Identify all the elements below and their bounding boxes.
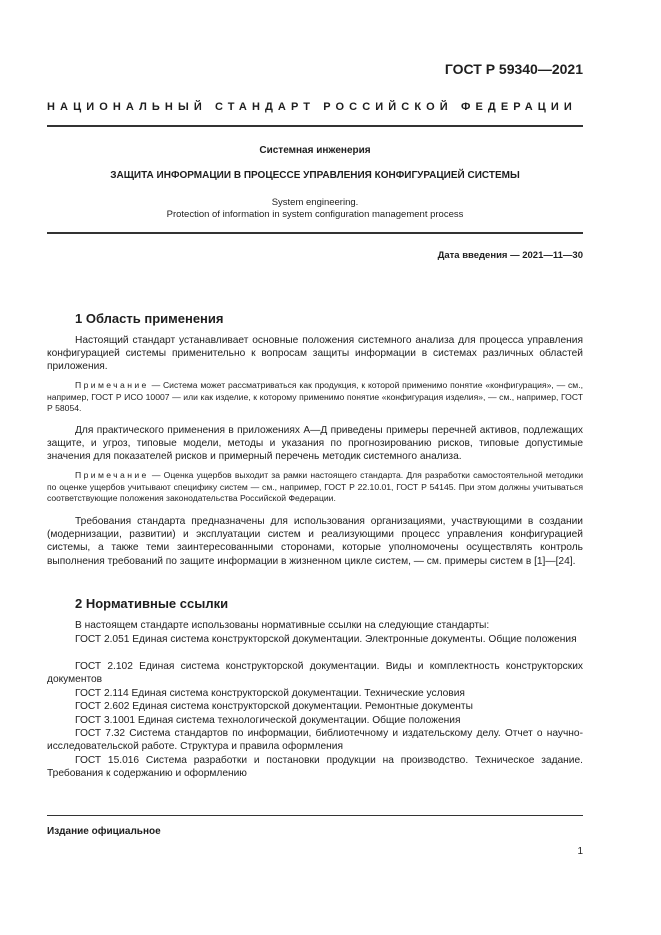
- document-subtitle: Системная инженерия: [259, 145, 371, 156]
- note-text: — Оценка ущербов выходит за рамки настоящего стандарта. Для разработки самостоятельной методики по оценке ущербов учитывают специфику систем — см., например, ГОСТ Р 22.10.01, ГОСТ Р 54145. При этом должны учитываться соответствующие положения законодательства Российской Федерации.: [47, 470, 583, 504]
- document-designation: ГОСТ Р 59340—2021: [444, 61, 583, 77]
- footer-divider: [47, 815, 583, 816]
- section-2-intro: В настоящем стандарте использованы нормативные ссылки на следующие стандарты:: [75, 620, 490, 631]
- reference-item: ГОСТ 2.102 Единая система конструкторской документации. Виды и комплектность конструкторских документов: [47, 661, 583, 685]
- reference-item: ГОСТ 2.114 Единая система конструкторской документации. Технические условия: [75, 688, 465, 699]
- section-2-heading: 2 Нормативные ссылки: [75, 596, 229, 611]
- note-text: — Система может рассматриваться как продукция, к которой применимо понятие «конфигурация», — см., например, ГОСТ Р ИСО 10007 — или как изделие, к которому применимо понятие «конфигурация изделия», — см., например, ГОСТ Р 58054.: [47, 380, 583, 414]
- reference-item: ГОСТ 2.602 Единая система конструкторской документации. Ремонтные документы: [75, 701, 473, 712]
- reference-item: ГОСТ 3.1001 Единая система технологической документации. Общие положения: [75, 715, 461, 726]
- section-1-paragraph-3: Требования стандарта предназначены для использования организациями, участвующими в создании (модернизации, развитии) и эксплуатации систем и реализующими процесс управления конфигурацией системы, а также теми заинтересованными сторонами, которые уполномочены осуществлять контроль выполнения требований по защите информации в жизненном цикле систем, — см. примеры систем в [1]—[24].: [47, 516, 583, 567]
- official-edition-label: Издание официальное: [47, 826, 161, 837]
- title-divider: [47, 232, 583, 234]
- section-1-heading: 1 Область применения: [75, 311, 224, 326]
- note-label: Примечание: [75, 380, 149, 390]
- section-1-note-2: [47, 470, 583, 505]
- reference-item: ГОСТ 7.32 Система стандартов по информации, библиотечному и издательскому делу. Отчет о научно-исследовательской работе. Структура и правила оформления: [47, 728, 583, 752]
- section-1-note-1: [47, 380, 583, 415]
- top-divider: [47, 125, 583, 127]
- reference-item: ГОСТ 2.051 Единая система конструкторской документации. Электронные документы. Общие положения: [75, 634, 577, 645]
- section-1-paragraph-1: Настоящий стандарт устанавливает основные положения системного анализа для процесса управления конфигурацией системы применительно к вопросам защиты информации в системах различных областей приложения.: [47, 335, 583, 373]
- english-title-line-1: System engineering.: [271, 197, 359, 208]
- section-1-paragraph-2: Для практического применения в приложениях А—Д приведены примеры перечней активов, подлежащих защите, и угроз, типовые модели, методы и указания по прогнозированию рисков, типовые допустимые значения для показателей рисков и примерный перечень методик системного анализа.: [47, 425, 583, 463]
- document-title: ЗАЩИТА ИНФОРМАЦИИ В ПРОЦЕССЕ УПРАВЛЕНИЯ КОНФИГУРАЦИЕЙ СИСТЕМЫ: [110, 170, 520, 181]
- national-standard-banner: НАЦИОНАЛЬНЫЙ СТАНДАРТ РОССИЙСКОЙ ФЕДЕРАЦИИ: [47, 101, 577, 113]
- english-title-line-2: Protection of information in system configuration management process: [166, 209, 464, 220]
- introduction-date: Дата введения — 2021—11—30: [437, 250, 583, 261]
- note-label: Примечание: [75, 470, 149, 480]
- reference-item: ГОСТ 15.016 Система разработки и постановки продукции на производство. Техническое задание. Требования к содержанию и оформлению: [47, 755, 583, 779]
- page-number: 1: [577, 846, 583, 857]
